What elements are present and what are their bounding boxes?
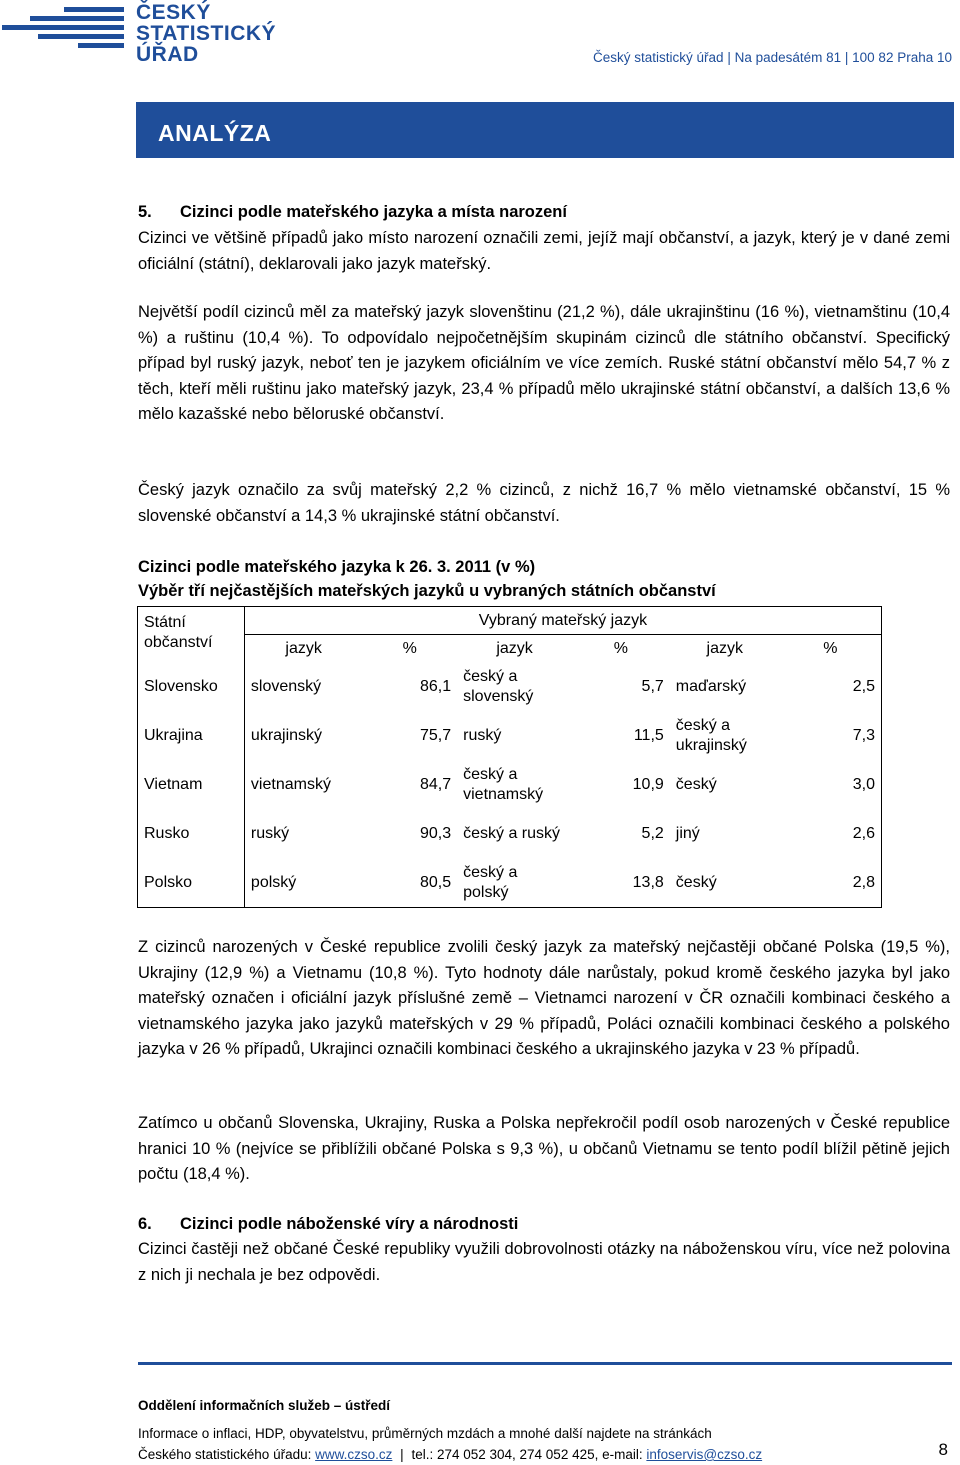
language-cell: [670, 761, 780, 810]
cell-line: český: [675, 873, 717, 891]
section-banner: [136, 102, 954, 158]
paragraph: Český jazyk označilo za svůj mateřský 2,2 % cizinců, z nichž 16,7 % mělo vietnamské občanství, 15 % slovenské občanství a 14,3 % ukrajinské státní občanství.: [138, 481, 950, 525]
paragraph: Cizinci častěji než občané České republiky využili dobrovolnosti otázky na náboženskou víru, více než polovina z nich ji nechala je bez odpovědi.: [138, 1240, 950, 1284]
percent-cell: 2,6: [852, 825, 875, 842]
country-cell: Polsko: [144, 873, 193, 891]
banner-title: ANALÝZA: [158, 120, 272, 146]
cell-line: ruský: [463, 727, 502, 744]
percent-cell: 5,7: [641, 678, 664, 695]
language-cell: [457, 712, 572, 761]
table-title: Cizinci podle mateřského jazyka k 26. 3. 2011 (v %): [138, 558, 536, 576]
cell-line: český a ruský: [463, 825, 561, 842]
column-header: %: [613, 639, 629, 657]
country-cell: Ukrajina: [144, 727, 203, 744]
section-5-heading: [138, 200, 950, 226]
language-cell: slovenský: [244, 663, 362, 712]
language-cell: [457, 859, 572, 908]
column-header: jazyk: [496, 639, 533, 657]
footer-contact-line: Českého statistického úřadu: www.czso.cz | tel.: 274 052 304, 274 052 425, e-mail: infoservis@czso.cz: [138, 1447, 763, 1462]
language-cell: vietnamský: [244, 761, 362, 810]
country-cell: Vietnam: [144, 776, 203, 793]
language-cell: [670, 859, 780, 908]
country-cell: Slovensko: [144, 678, 218, 695]
cell-line: jiný: [675, 825, 700, 842]
language-cell: [457, 810, 572, 859]
language-cell: [457, 761, 572, 810]
footer-info-line: Informace o inflaci, HDP, obyvatelstvu, průměrných mzdách a mnohé další najdete na stránkách: [138, 1426, 712, 1441]
logo-wordmark: ČESKÝ STATISTICKÝ ÚŘAD: [136, 1, 277, 66]
language-cell: [457, 663, 572, 712]
table-row: [138, 761, 882, 810]
percent-cell: 90,3: [419, 825, 452, 842]
percent-cell: 10,9: [632, 776, 664, 793]
footer-divider: [138, 1362, 952, 1365]
percent-cell: 5,2: [641, 825, 664, 842]
country-cell: Rusko: [144, 825, 190, 842]
row-header-cell: Státní občanství: [144, 614, 213, 651]
cell-line: slovenský: [463, 688, 534, 705]
czso-logo: [0, 0, 280, 70]
paragraph: Z cizinců narozených v České republice zvolili český jazyk za mateřský nejčastěji občané Polska (19,5 %), Ukrajiny (12,9 %) a Vietnamu (10,8 %). Tyto hodnoty dále narůstaly, pokud kromě českého jazyka byl jako mateřský označen i oficiální jazyk příslušné země – Vietnamci narození v ČR označili kombinaci českého a vietnamského jazyka jako jazyků mateřských v 29 % případů, Poláci označili kombinaci českého a polského jazyka v 26 % případů, Ukrajinci označili kombinaci českého a ukrajinského jazyka v 23 % případů.: [138, 938, 950, 1058]
section-number: 5.: [138, 203, 152, 221]
section-6-heading: [138, 1212, 950, 1238]
percent-cell: 7,3: [852, 727, 875, 744]
section-number: 6.: [138, 1215, 152, 1233]
logo-stripes-graphic: [2, 7, 124, 49]
cell-line: český a: [463, 668, 518, 685]
column-header: jazyk: [244, 635, 362, 663]
cell-line: český a polský: [463, 863, 518, 901]
table-row: [138, 859, 882, 908]
percent-cell: 86,1: [419, 678, 452, 695]
percent-cell: 2,5: [852, 678, 875, 695]
cell-line: ukrajinský: [675, 737, 747, 754]
percent-cell: 84,7: [419, 776, 452, 793]
paragraph: Zatímco u občanů Slovenska, Ukrajiny, Ruska a Polska nepřekročil podíl osob narozených v České republice hranici 10 % (nejvíce se přiblížili občané Polska s 9,3 %), u občanů Vietnamu se tento podíl blížil pětině jejich počtu (18,4 %).: [138, 1114, 950, 1183]
page-number: 8: [938, 1440, 948, 1459]
email-link[interactable]: infoservis@czso.cz: [646, 1447, 763, 1462]
percent-cell: 75,7: [419, 727, 452, 744]
percent-cell: 3,0: [852, 776, 875, 793]
cell-line: vietnamský: [463, 786, 544, 803]
column-header: %: [823, 639, 838, 657]
language-cell: polský: [244, 859, 362, 908]
language-table: [137, 606, 882, 908]
language-cell: ukrajinský: [244, 712, 362, 761]
footer-department: Oddělení informačních služeb – ústředí: [138, 1398, 391, 1413]
group-header: Vybraný mateřský jazyk: [244, 607, 881, 635]
percent-cell: 13,8: [632, 873, 664, 891]
website-link[interactable]: www.czso.cz: [315, 1447, 393, 1462]
language-cell: [670, 810, 780, 859]
language-cell: ruský: [244, 810, 362, 859]
table-row: [138, 810, 882, 859]
table-row: [138, 663, 882, 712]
paragraph: Cizinci ve většině případů jako místo narození označili zemi, jejíž mají občanství, a jazyk, který je v dané zemi oficiální (státní), deklarovali jako jazyk mateřský.: [138, 229, 950, 273]
column-header: %: [402, 639, 417, 657]
cell-line: český a: [675, 717, 731, 734]
cell-line: český a: [463, 766, 518, 783]
cell-line: český: [675, 776, 717, 793]
table-header-row: [138, 607, 882, 635]
cell-line: maďarský: [675, 678, 747, 695]
column-header-row: [138, 635, 882, 663]
section-title: Cizinci podle mateřského jazyka a místa narození: [180, 203, 567, 221]
table-subtitle: Výběr tří nejčastějších mateřských jazyků u vybraných státních občanství: [138, 582, 716, 600]
column-header: jazyk: [706, 639, 743, 657]
table-row: [138, 712, 882, 761]
percent-cell: 80,5: [419, 873, 452, 891]
language-cell: [670, 712, 780, 761]
language-cell: [670, 663, 780, 712]
percent-cell: 11,5: [633, 727, 664, 744]
percent-cell: 2,8: [852, 873, 875, 891]
paragraph: Největší podíl cizinců měl za mateřský jazyk slovenštinu (21,2 %), dále ukrajinštinu (16 %), vietnamštinu (10,4 %) a ruštinu (10,4 %). To odpovídalo nejpočetnějším skupinám cizinců dle státního občanství. Specifický případ byl ruský jazyk, neboť ten je jazykem oficiálním ve více zemích. Ruské státní občanství mělo 54,7 % z těch, kteří měli ruštinu jako mateřský jazyk, 23,4 % případů mělo ukrajinské státní občanství, a dalších 13,6 % mělo kazašské nebo běloruské občanství.: [138, 303, 950, 423]
table-body: [138, 663, 882, 908]
header-address: Český statistický úřad | Na padesátém 81 | 100 82 Praha 10: [593, 50, 952, 65]
section-title: Cizinci podle náboženské víry a národnosti: [180, 1215, 519, 1233]
